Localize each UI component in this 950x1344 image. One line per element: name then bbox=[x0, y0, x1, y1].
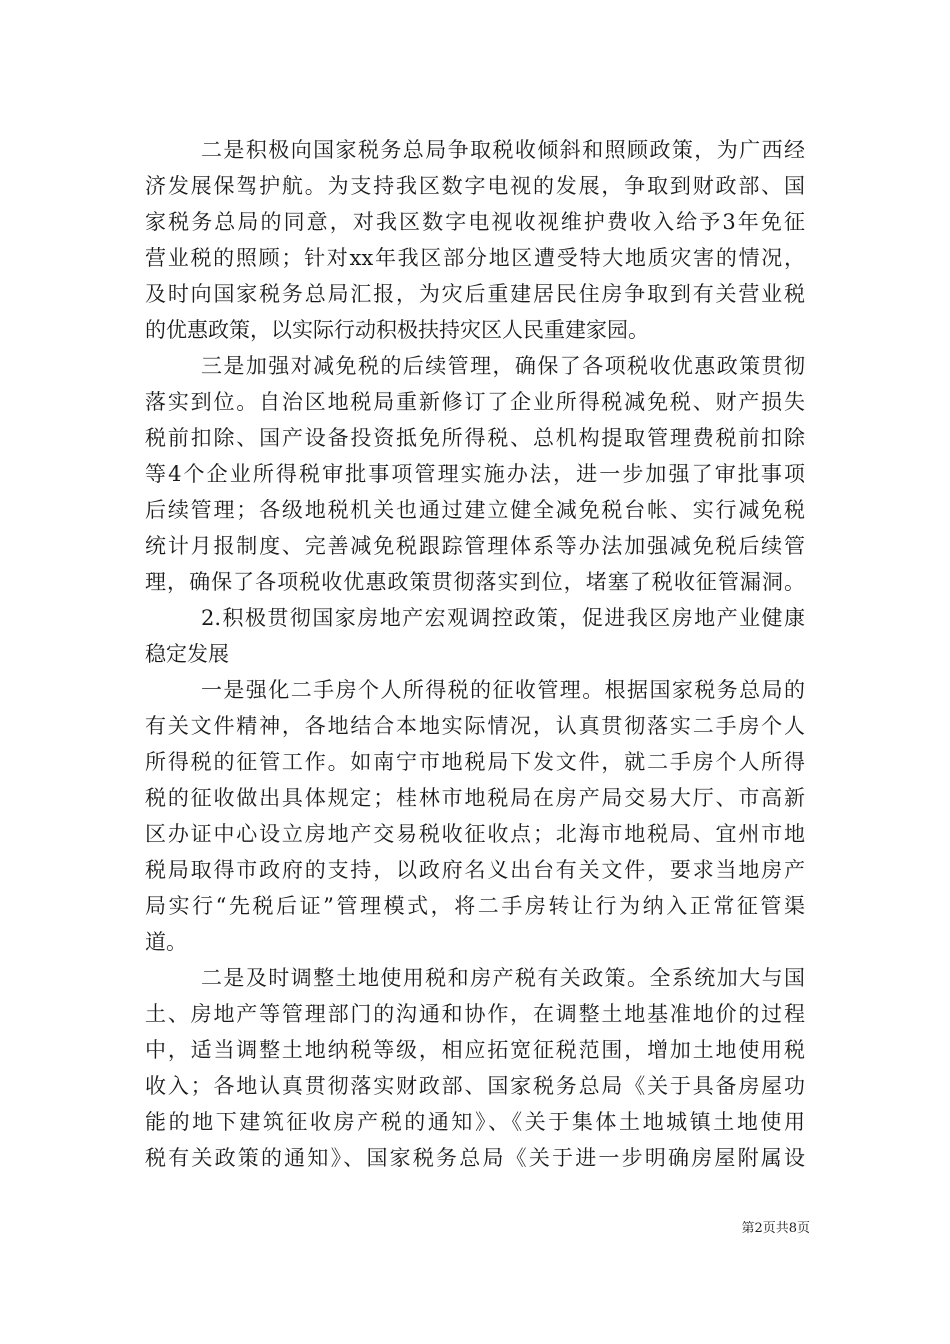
text-line: 三是加强对减免税的后续管理，确保了各项税收优惠政策贯彻 bbox=[201, 354, 805, 378]
text-line: 税有关政策的通知》、国家税务总局《关于进一步明确房屋附属设 bbox=[145, 1146, 805, 1170]
text-line: 税的征收做出具体规定；桂林市地税局在房产局交易大厅、市高新 bbox=[145, 786, 805, 810]
text-line: 统计月报制度、完善减免税跟踪管理体系等办法加强减免税后续管 bbox=[145, 534, 805, 558]
text-line: 二是积极向国家税务总局争取税收倾斜和照顾政策，为广西经 bbox=[201, 138, 805, 162]
text-line: 道。 bbox=[145, 930, 187, 954]
text-line: 济发展保驾护航。为支持我区数字电视的发展，争取到财政部、国 bbox=[145, 174, 805, 198]
text-line: 等4个企业所得税审批事项管理实施办法，进一步加强了审批事项 bbox=[145, 462, 805, 486]
text-line: 后续管理；各级地税机关也通过建立健全减免税台帐、实行减免税 bbox=[145, 498, 805, 522]
text-line: 能的地下建筑征收房产税的通知》、《关于集体土地城镇土地使用 bbox=[145, 1110, 805, 1134]
page-number: 第2页共8页 bbox=[741, 1221, 810, 1236]
text-line: 及时向国家税务总局汇报，为灾后重建居民住房争取到有关营业税 bbox=[145, 282, 805, 306]
text-line: 中，适当调整土地纳税等级，相应拓宽征税范围，增加土地使用税 bbox=[145, 1038, 805, 1062]
text-line: 所得税的征管工作。如南宁市地税局下发文件，就二手房个人所得 bbox=[145, 750, 805, 774]
text-line: 一是强化二手房个人所得税的征收管理。根据国家税务总局的 bbox=[201, 678, 805, 702]
text-line: 营业税的照顾；针对xx年我区部分地区遭受特大地质灾害的情况， bbox=[145, 246, 805, 270]
section-heading-line: 2.积极贯彻国家房地产宏观调控政策，促进我区房地产业健康 bbox=[201, 606, 805, 630]
text-line: 落实到位。自治区地税局重新修订了企业所得税减免税、财产损失 bbox=[145, 390, 805, 414]
text-line: 二是及时调整土地使用税和房产税有关政策。全系统加大与国 bbox=[201, 966, 805, 990]
text-line: 的优惠政策，以实际行动积极扶持灾区人民重建家园。 bbox=[145, 318, 649, 342]
text-line: 区办证中心设立房地产交易税收征收点；北海市地税局、宜州市地 bbox=[145, 822, 805, 846]
text-line: 局实行“先税后证”管理模式，将二手房转让行为纳入正常征管渠 bbox=[145, 894, 805, 918]
section-heading-line: 稳定发展 bbox=[145, 642, 229, 666]
text-line: 收入；各地认真贯彻落实财政部、国家税务总局《关于具备房屋功 bbox=[145, 1074, 805, 1098]
text-line: 有关文件精神，各地结合本地实际情况，认真贯彻落实二手房个人 bbox=[145, 714, 805, 738]
text-line: 理，确保了各项税收优惠政策贯彻落实到位，堵塞了税收征管漏洞。 bbox=[145, 570, 805, 594]
text-line: 税前扣除、国产设备投资抵免所得税、总机构提取管理费税前扣除 bbox=[145, 426, 805, 450]
text-line: 家税务总局的同意，对我区数字电视收视维护费收入给予3年免征 bbox=[145, 210, 805, 234]
text-line: 税局取得市政府的支持，以政府名义出台有关文件，要求当地房产 bbox=[145, 858, 805, 882]
text-line: 土、房地产等管理部门的沟通和协作，在调整土地基准地价的过程 bbox=[145, 1002, 805, 1026]
